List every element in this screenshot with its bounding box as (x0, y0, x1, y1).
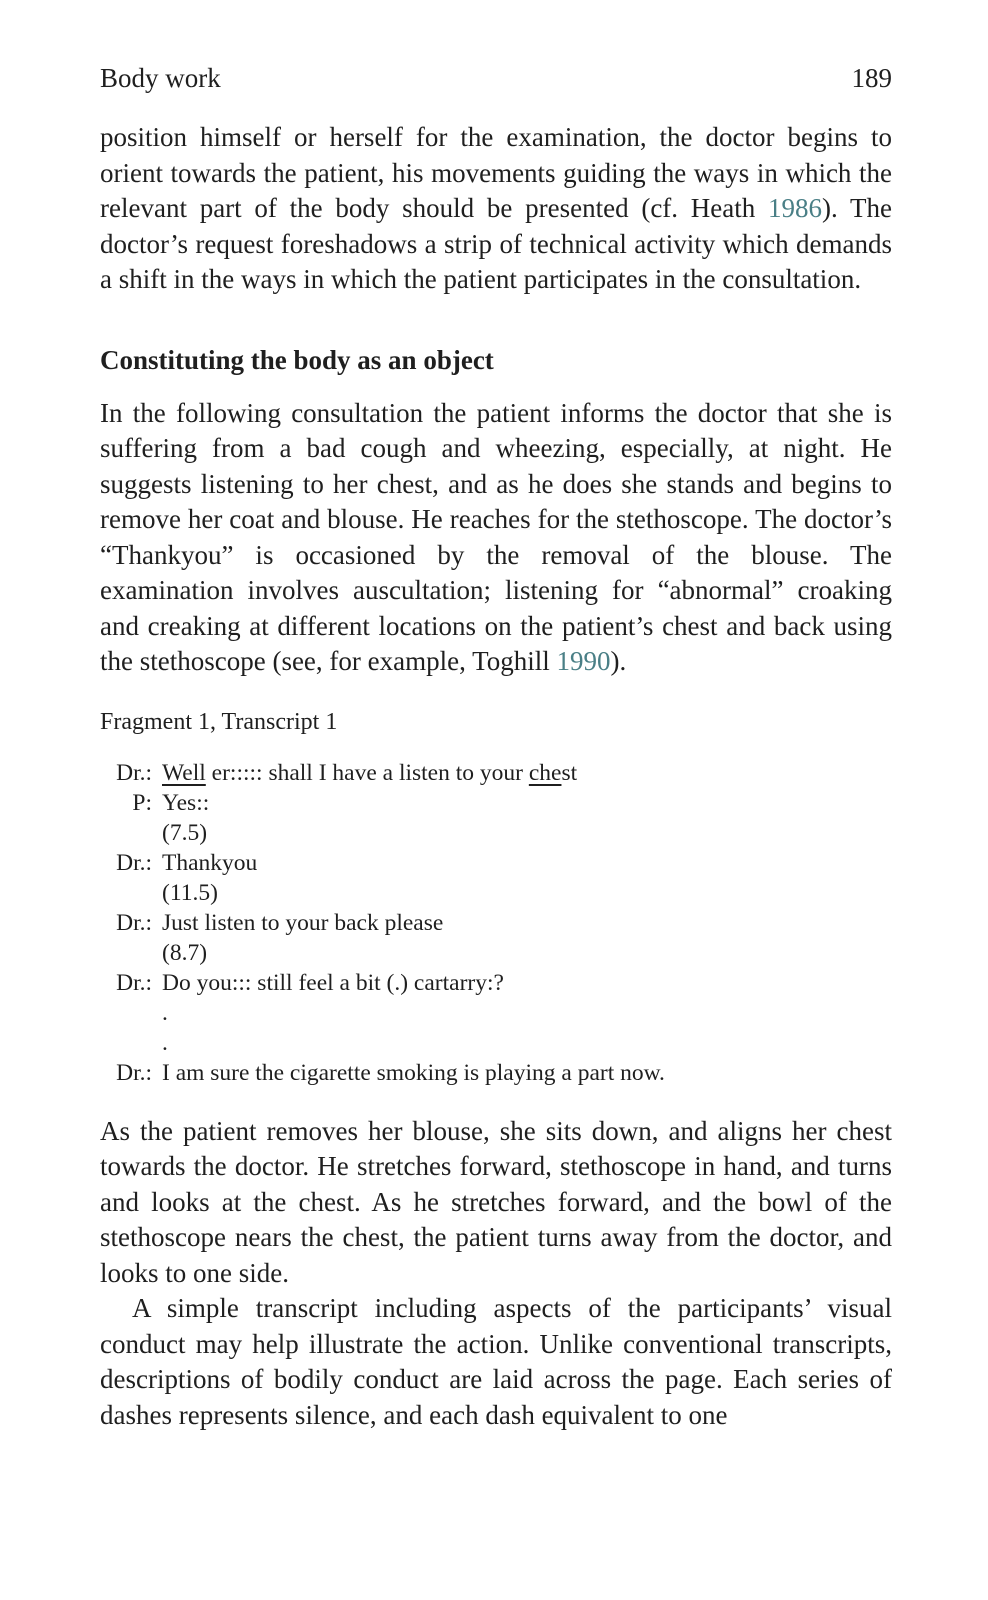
speaker-label: Dr.: (116, 969, 152, 996)
utterance: Just listen to your back please (162, 909, 444, 936)
utterance: I am sure the cigarette smoking is playing a part now. (162, 1059, 665, 1086)
ellipsis-dot: . (162, 1029, 168, 1056)
speaker-label: Dr.: (116, 909, 152, 936)
speaker-label (100, 878, 152, 908)
ellipsis-dot: . (162, 999, 168, 1026)
transcript-line (100, 818, 892, 848)
paragraph-text: ). (610, 646, 627, 676)
transcript-line (100, 848, 892, 878)
speaker-label: Dr.: (116, 1059, 152, 1086)
speaker-label: Dr.: (116, 849, 152, 876)
transcript-line (100, 1028, 892, 1058)
section-heading: Constituting the body as an object (100, 344, 494, 375)
book-page (100, 60, 892, 1433)
speaker-label: P: (132, 789, 152, 816)
transcript-line (100, 968, 892, 998)
running-title: Body work (100, 63, 221, 93)
transcript-line (100, 998, 892, 1028)
transcript-line (100, 908, 892, 938)
citation-link-heath-1986[interactable]: 1986 (768, 193, 823, 223)
paragraph-consultation (100, 396, 892, 680)
speaker-label (100, 998, 152, 1028)
pause-duration: (11.5) (162, 879, 218, 906)
paragraph-transcript-explanation: A simple transcript including aspects of the participants’ visual conduct may help illustrate the action. Unlike conventional transcripts, descriptions of bodily conduct are laid across the page. Each series of dashes represents silence, and each dash equivalent to one (100, 1293, 892, 1430)
underlined-word: Well (162, 759, 206, 786)
paragraph-text: position himself or herself for the examination, the doctor begins to orient towards the patient, his movements guiding the ways in which the relevant part of the body should be presented (cf. Heath (100, 122, 892, 223)
paragraph-continued (100, 120, 892, 298)
utterance: Yes:: (162, 789, 210, 816)
transcript-line (100, 758, 892, 788)
speaker-label (100, 818, 152, 848)
fragment-caption: Fragment 1, Transcript 1 (100, 708, 338, 735)
utterance-text: st (561, 759, 578, 786)
pause-duration: (7.5) (162, 819, 208, 846)
transcript-line (100, 1058, 892, 1088)
speaker-label: Dr.: (116, 759, 152, 786)
speaker-label (100, 938, 152, 968)
speaker-label (100, 1028, 152, 1058)
transcript-line (100, 878, 892, 908)
utterance-text: er::::: shall I have a listen to your (205, 759, 529, 786)
transcript (100, 758, 892, 1088)
page-number: 189 (851, 63, 892, 93)
paragraph-patient-action: As the patient removes her blouse, she sits down, and aligns her chest towards the doctor. He stretches forward, stethoscope in hand, and turns and looks at the chest. As he stretches forward, and the bowl of the stethoscope nears the chest, the patient turns away from the doctor, and looks to one side. (100, 1115, 892, 1288)
transcript-line (100, 788, 892, 818)
utterance (162, 758, 577, 788)
pause-duration: (8.7) (162, 939, 208, 966)
paragraph-text: ). The doctor’s request foreshadows a strip of technical activity which demands a shift in the ways in which the patient participates in the consultation. (100, 193, 892, 294)
utterance: Do you::: still feel a bit (.) cartarry:? (162, 969, 504, 996)
citation-link-toghill-1990[interactable]: 1990 (556, 646, 611, 676)
underlined-word: che (528, 759, 562, 786)
paragraph-text: In the following consultation the patient informs the doctor that she is suffering from a bad cough and wheezing, especially, at night. He suggests listening to her chest, and as he does she stands and begins to remove her coat and blouse. He reaches for the stethoscope. The doctor’s “Thankyou” is occasioned by the removal of the blouse. The examination involves auscultation; listening for “abnormal” croaking and creaking at different locations on the patient’s chest and back using the stethoscope (see, for example, Toghill (100, 397, 892, 676)
running-head (100, 60, 892, 96)
transcript-line (100, 938, 892, 968)
utterance: Thankyou (162, 849, 258, 876)
